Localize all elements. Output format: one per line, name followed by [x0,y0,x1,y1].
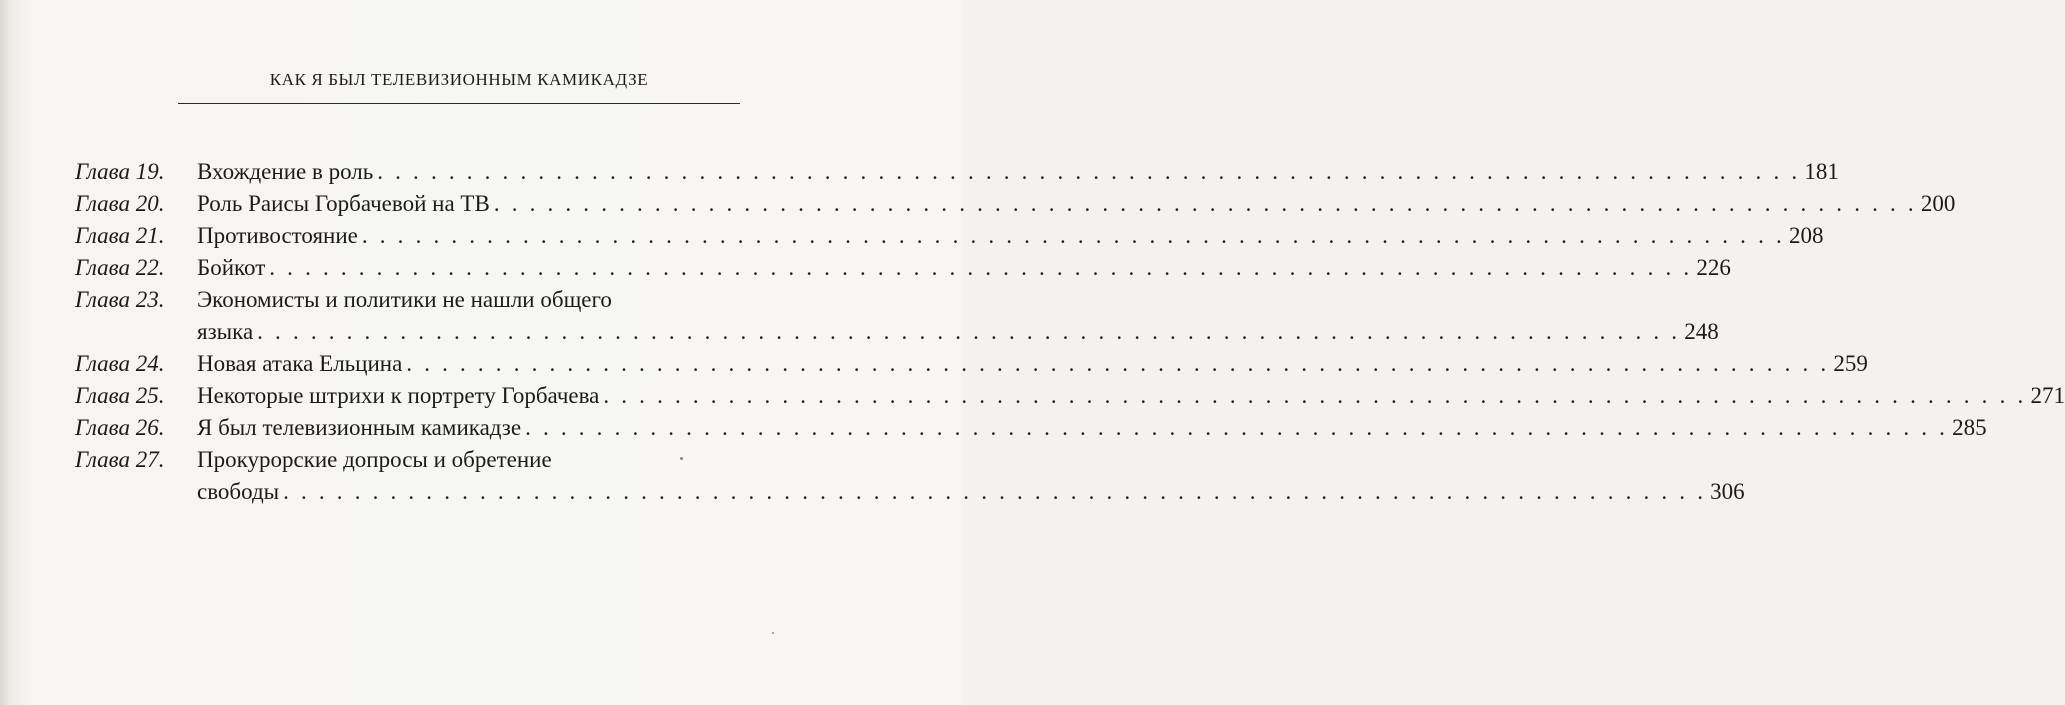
entry-line [197,220,1824,252]
page-number: 248 [1684,319,1719,344]
chapter-title: языка [197,319,254,344]
page-number: 226 [1696,255,1731,280]
entry-body [197,444,1745,508]
entry-body [197,348,1868,380]
dot-leader: . . . . . . . . . . . . . . . . . . . . . . . . . . . . . . . . . . . . . . . . . . . . . . . . . . . . . . . . . . . . . . . . . . . . . . . . . . . . . . . . [269,255,1693,280]
chapter-title: Экономисты и политики не нашли общего [197,287,612,312]
entry-line [197,380,2065,412]
toc-entry [75,220,1824,252]
dot-leader: . . . . . . . . . . . . . . . . . . . . . . . . . . . . . . . . . . . . . . . . . . . . . . . . . . . . . . . . . . . . . . . . . . . . . . . . . . . . . . . . [361,223,1785,248]
chapter-number: Глава 21. [75,223,165,248]
paper-speck [772,632,774,634]
entry-line [197,252,1731,284]
chapter-title: Я был телевизионным камикадзе [197,415,522,440]
chapter-number: Глава 22. [75,255,165,280]
chapter-number: Глава 26. [75,415,165,440]
entry-line [197,412,1987,444]
toc-entry [75,156,1839,188]
entry-body [197,252,1731,284]
entry-body [197,412,1987,444]
entry-body [197,188,1956,220]
chapter-number: Глава 23. [75,287,165,312]
chapter-title: свободы [197,479,280,504]
toc-entry [75,380,2065,412]
page-number: 259 [1833,351,1868,376]
chapter-title: Противостояние [197,223,358,248]
toc-entry [75,348,1868,380]
chapter-number: Глава 24. [75,351,165,376]
entry-body [197,220,1824,252]
dot-leader: . . . . . . . . . . . . . . . . . . . . . . . . . . . . . . . . . . . . . . . . . . . . . . . . . . . . . . . . . . . . . . . . . . . . . . . . . . . . . . . . [493,191,1917,216]
entry-line [197,156,1839,188]
chapter-title: Некоторые штрихи к портрету Горбачева [197,383,600,408]
chapter-number: Глава 20. [75,191,165,216]
entry-body [197,156,1839,188]
chapter-number: Глава 25. [75,383,165,408]
chapter-number: Глава 19. [75,159,165,184]
dot-leader: . . . . . . . . . . . . . . . . . . . . . . . . . . . . . . . . . . . . . . . . . . . . . . . . . . . . . . . . . . . . . . . . . . . . . . . . . . . . . . . . [283,479,1707,504]
toc-entry [75,412,1987,444]
chapter-number: Глава 27. [75,447,165,472]
dot-leader: . . . . . . . . . . . . . . . . . . . . . . . . . . . . . . . . . . . . . . . . . . . . . . . . . . . . . . . . . . . . . . . . . . . . . . . . . . . . . . . . [406,351,1830,376]
dot-leader: . . . . . . . . . . . . . . . . . . . . . . . . . . . . . . . . . . . . . . . . . . . . . . . . . . . . . . . . . . . . . . . . . . . . . . . . . . . . . . . . [603,383,2027,408]
table-of-contents [75,156,2065,508]
page-number: 208 [1788,223,1824,248]
toc-entry [75,252,1731,284]
entry-line [197,188,1956,220]
dot-leader: . . . . . . . . . . . . . . . . . . . . . . . . . . . . . . . . . . . . . . . . . . . . . . . . . . . . . . . . . . . . . . . . . . . . . . . . . . . . . . . . [525,415,1949,440]
entry-line [197,348,1868,380]
header-rule [178,103,740,104]
page-number: 285 [1952,415,1987,440]
toc-entry [75,188,1956,220]
page-number: 271 [2030,383,2065,408]
entry-line [197,284,845,316]
paper-speck [680,457,683,460]
dot-leader: . . . . . . . . . . . . . . . . . . . . . . . . . . . . . . . . . . . . . . . . . . . . . . . . . . . . . . . . . . . . . . . . . . . . . . . . . . . . . . . . [257,319,1681,344]
chapter-title: Роль Раисы Горбачевой на ТВ [197,191,490,216]
chapter-title: Вхождение в роль [197,159,374,184]
running-header: КАК Я БЫЛ ТЕЛЕВИЗИОННЫМ КАМИКАДЗЕ [269,70,649,89]
page-number: 181 [1804,159,1839,184]
entry-line [197,316,1719,348]
page-number: 306 [1710,479,1745,504]
entry-line [197,444,845,476]
toc-entry [75,444,1745,508]
chapter-title: Прокурорские допросы и обретение [197,447,552,472]
page-number: 200 [1920,191,1956,216]
chapter-title: Новая атака Ельцина [197,351,403,376]
entry-line [197,476,1745,508]
dot-leader: . . . . . . . . . . . . . . . . . . . . . . . . . . . . . . . . . . . . . . . . . . . . . . . . . . . . . . . . . . . . . . . . . . . . . . . . . . . . . . . . [377,159,1801,184]
chapter-title: Бойкот [197,255,266,280]
entry-body [197,380,2065,412]
entry-body [197,284,1719,348]
toc-entry [75,284,1719,348]
